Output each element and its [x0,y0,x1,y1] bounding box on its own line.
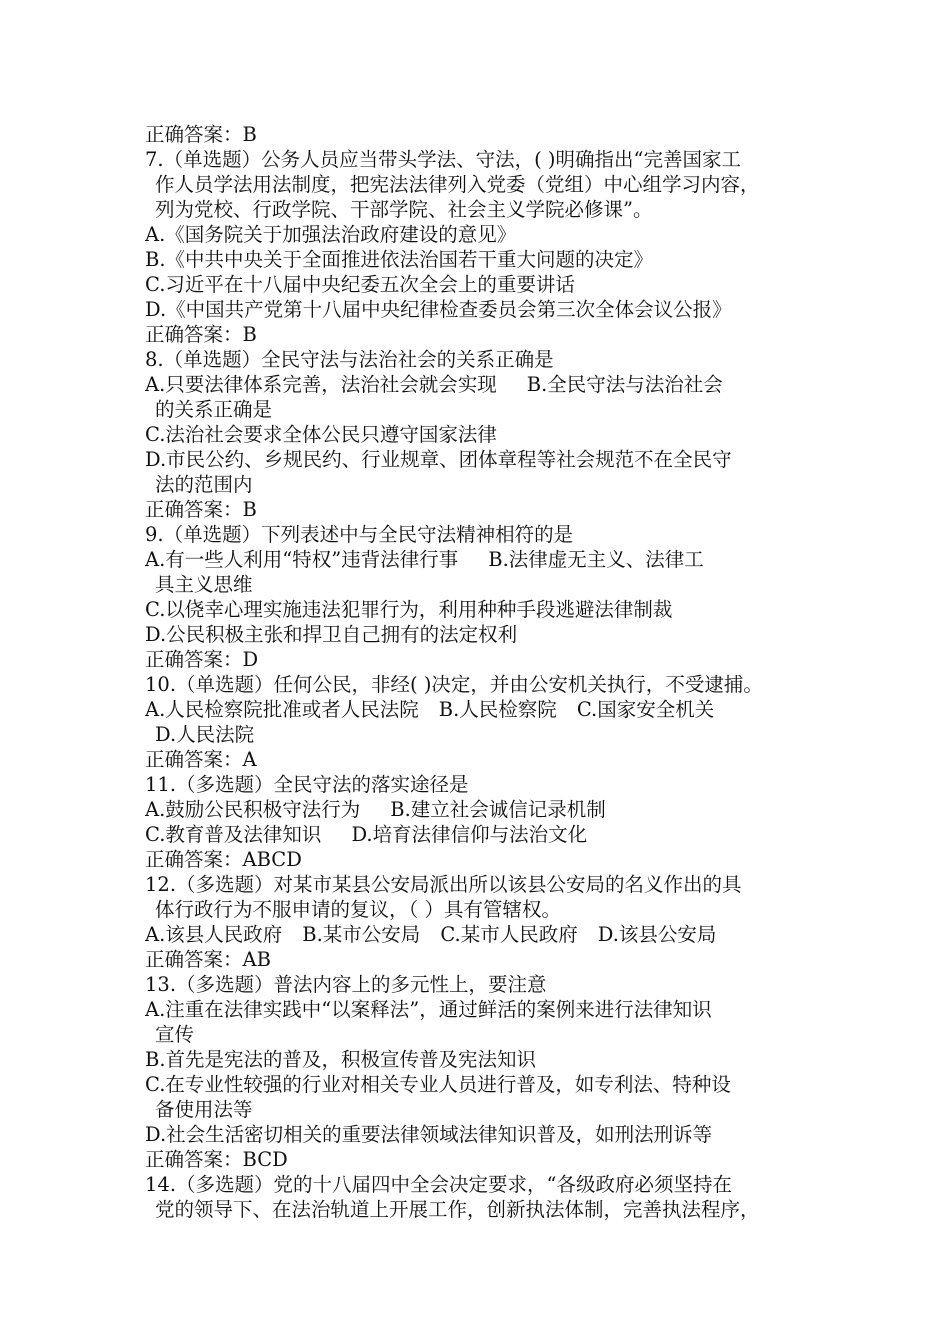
question-13-option-a-cont: 宣传 [155,1023,195,1046]
question-12-stem: 12.（多选题）对某市某县公安局派出所以该县公安局的名义作出的具 [145,873,742,896]
question-11-option-c: C.教育普及法律知识 [145,823,322,846]
question-9-stem: 9.（单选题）下列表述中与全民守法精神相符的是 [145,523,574,546]
question-11-stem: 11.（多选题）全民守法的落实途径是 [145,773,469,796]
question-11-option-b: B.建立社会诚信记录机制 [390,798,606,821]
answer-line: 正确答案：B [145,123,257,146]
question-13-option-d: D.社会生活密切相关的重要法律领域法律知识普及，如刑法刑诉等 [145,1123,713,1146]
question-7-stem-cont: 作人员学法用法制度，把宪法法律列入党委（党组）中心组学习内容， [155,173,760,196]
question-13-answer: 正确答案：BCD [145,1148,288,1171]
question-12-options [145,922,810,947]
question-10-answer: 正确答案：A [145,748,257,771]
question-12-option-b: B.某市公安局 [302,923,421,946]
question-9-option-a: A.有一些人利用“特权”违背法律行事 [145,548,459,571]
question-14-stem-cont: 党的领导下、在法治轨道上开展工作，创新执法体制，完善执法程序， [155,1198,760,1221]
question-11-options-ab [145,797,810,822]
question-8-option-a: A.只要法律体系完善，法治社会就会实现 [145,373,497,396]
question-7-answer: 正确答案：B [145,323,257,346]
question-7-stem: 7.（单选题）公务人员应当带头学法、守法，( )明确指出“完善国家工 [145,148,741,171]
question-8-option-d: D.市民公约、乡规民约、行业规章、团体章程等社会规范不在全民守 [145,448,732,471]
question-10-option-c: C.国家安全机关 [576,698,715,721]
question-12-option-a: A.该县人民政府 [145,923,283,946]
question-12-option-c: C.某市人民政府 [440,923,578,946]
question-8-options-ab [145,372,810,397]
question-11-options-cd [145,822,810,847]
document-page [0,122,950,1222]
question-12-answer: 正确答案：AB [145,948,271,971]
question-7-option-a: A.《国务院关于加强法治政府建设的意见》 [145,223,517,246]
question-13-stem: 13.（多选题）普法内容上的多元性上，要注意 [145,973,547,996]
question-9-option-d: D.公民积极主张和捍卫自己拥有的法定权利 [145,623,518,646]
question-11-option-d: D.培育法律信仰与法治文化 [351,823,588,846]
question-7-option-d: D.《中国共产党第十八届中央纪律检查委员会第三次全体会议公报》 [145,298,732,321]
question-9-option-b: B.法律虚无主义、法律工 [488,548,704,571]
question-10-option-d: D.人民法院 [155,723,255,746]
question-8-option-b: B.全民守法与法治社会 [526,373,723,396]
question-13-option-a: A.注重在法律实践中“以案释法”，通过鲜活的案例来进行法律知识 [145,998,712,1021]
question-11-option-a: A.鼓励公民积极守法行为 [145,798,361,821]
question-7-stem-cont: 列为党校、行政学院、干部学院、社会主义学院必修课”。 [155,198,653,221]
question-14-stem: 14.（多选题）党的十八届四中全会决定要求，“各级政府必须坚持在 [145,1173,732,1196]
question-9-options-ab [145,547,810,572]
question-10-stem: 10.（单选题）任何公民，非经( )决定，并由公安机关执行，不受逮捕。 [145,673,763,696]
question-8-option-c: C.法治社会要求全体公民只遵守国家法律 [145,423,497,446]
question-9-option-b-cont: 具主义思维 [155,573,253,596]
question-13-option-c: C.在专业性较强的行业对相关专业人员进行普及，如专利法、特种设 [145,1073,731,1096]
question-12-stem-cont: 体行政行为不服申请的复议，（ ）具有管辖权。 [155,898,561,921]
question-8-option-b-cont: 的关系正确是 [155,398,273,421]
question-11-answer: 正确答案：ABCD [145,848,302,871]
question-13-option-c-cont: 备使用法等 [155,1098,253,1121]
question-10-options-abc [145,697,810,722]
question-10-option-b: B.人民检察院 [438,698,557,721]
question-9-answer: 正确答案：D [145,648,259,671]
question-7-option-c: C.习近平在十八届中央纪委五次全会上的重要讲话 [145,273,575,296]
question-8-option-d-cont: 法的范围内 [155,473,253,496]
question-8-stem: 8.（单选题）全民守法与法治社会的关系正确是 [145,348,554,371]
question-10-option-a: A.人民检察院批准或者人民法院 [145,698,419,721]
question-13-option-b: B.首先是宪法的普及，积极宣传普及宪法知识 [145,1048,537,1071]
question-7-option-b: B.《中共中央关于全面推进依法治国若干重大问题的决定》 [145,248,654,271]
question-12-option-d: D.该县公安局 [597,923,717,946]
question-9-option-c: C.以侥幸心理实施违法犯罪行为，利用种种手段逃避法律制裁 [145,598,673,621]
question-8-answer: 正确答案：B [145,498,257,521]
